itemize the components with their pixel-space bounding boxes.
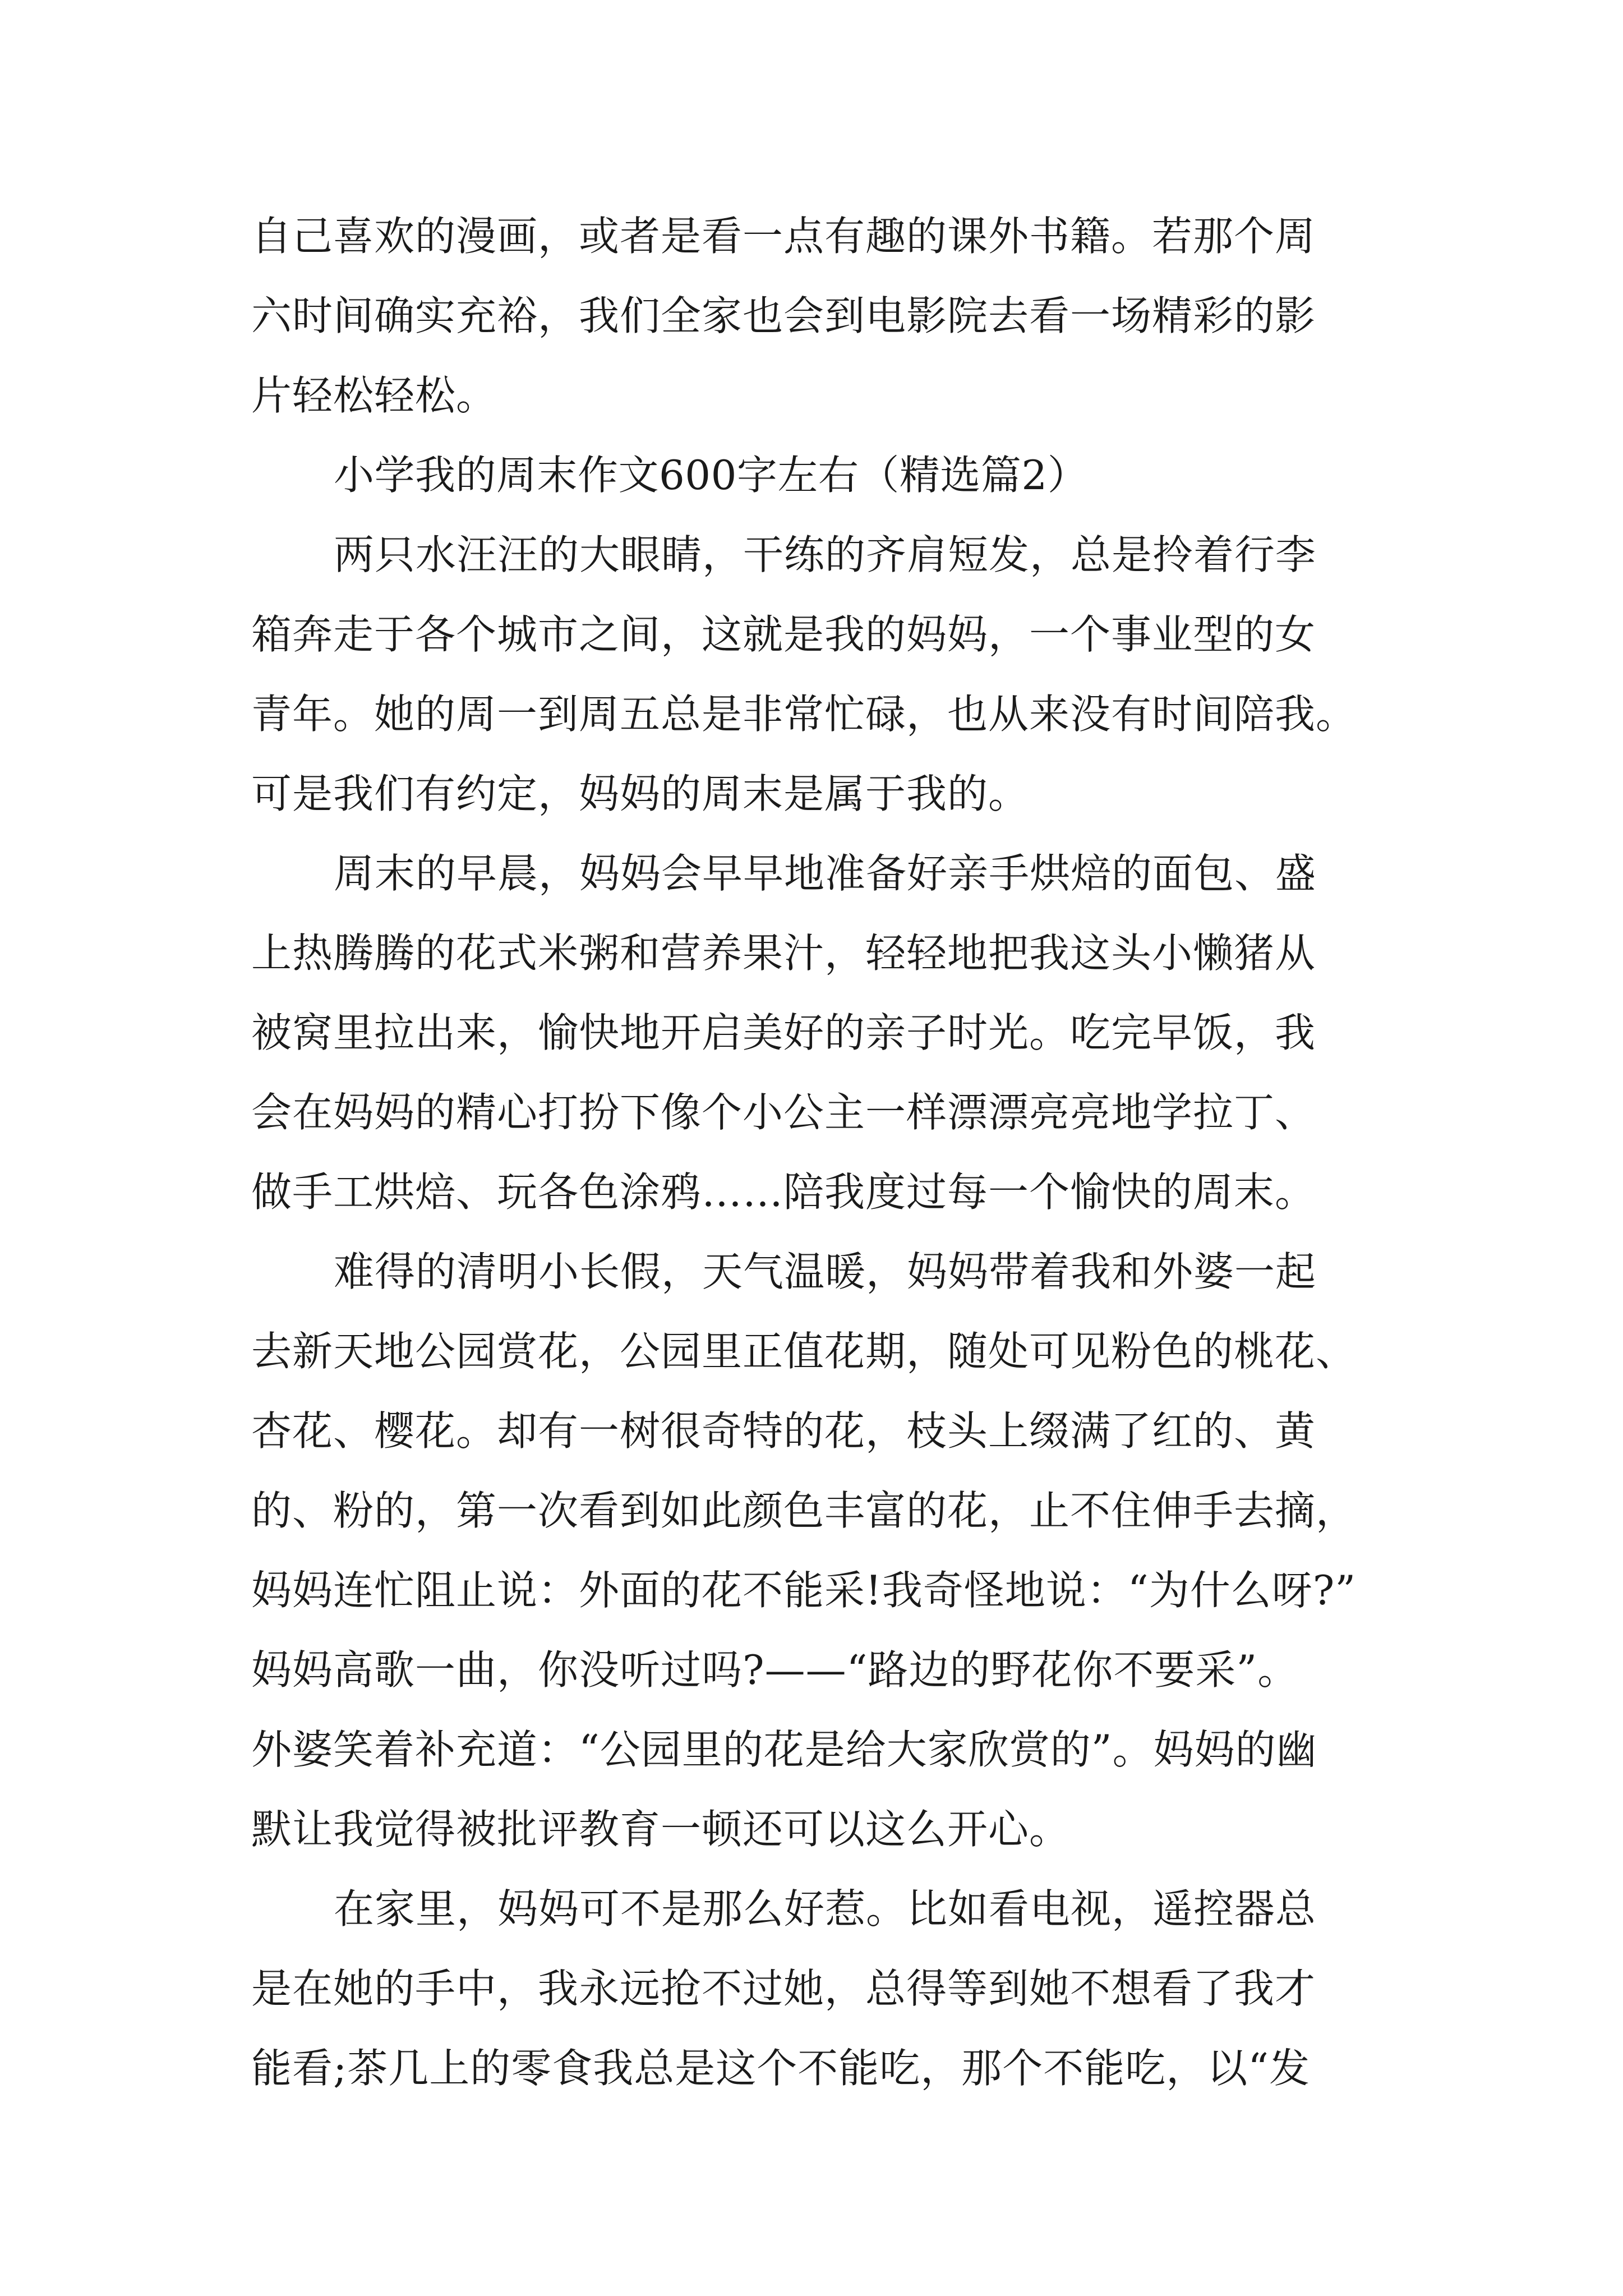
text-line: 被窝里拉出来，愉快地开启美好的亲子时光。吃完早饭，我 — [251, 1009, 1316, 1056]
text-line: 是在她的手中，我永远抢不过她，总得等到她不想看了我才 — [251, 1965, 1316, 2012]
paragraph-first-line: 在家里，妈妈可不是那么好惹。比如看电视，遥控器总 — [334, 1885, 1317, 1932]
paragraph-first-line: 难得的清明小长假，天气温暖，妈妈带着我和外婆一起 — [334, 1248, 1317, 1295]
text-line: 片轻松轻松。 — [251, 372, 497, 419]
text-line: 六时间确实充裕，我们全家也会到电影院去看一场精彩的影 — [251, 292, 1316, 339]
text-line: 会在妈妈的精心打扮下像个小公主一样漂漂亮亮地学拉丁、 — [251, 1089, 1316, 1136]
text-line: 自己喜欢的漫画，或者是看一点有趣的课外书籍。若那个周 — [251, 213, 1316, 260]
paragraph-first-line: 周末的早晨，妈妈会早早地准备好亲手烘焙的面包、盛 — [334, 850, 1317, 897]
text-line: 可是我们有约定，妈妈的周末是属于我的。 — [251, 770, 1030, 817]
text-line: 妈妈连忙阻止说：外面的花不能采!我奇怪地说：“为什么呀?” — [251, 1567, 1357, 1614]
text-line: 妈妈高歌一曲，你没听过吗?——“路边的野花你不要采”。 — [251, 1646, 1299, 1694]
section-heading: 小学我的周末作文600字左右（精选篇2） — [334, 452, 1089, 499]
text-line: 去新天地公园赏花，公园里正值花期，随处可见粉色的桃花、 — [251, 1328, 1357, 1375]
text-line: 做手工烘焙、玩各色涂鸦……陪我度过每一个愉快的周末。 — [251, 1168, 1316, 1216]
text-line: 杏花、樱花。却有一树很奇特的花，枝头上缀满了红的、黄 — [251, 1407, 1316, 1455]
document-body — [251, 196, 1384, 2108]
paragraph-first-line: 两只水汪汪的大眼睛，干练的齐肩短发，总是拎着行李 — [334, 531, 1317, 578]
text-line: 的、粉的，第一次看到如此颜色丰富的花，止不住伸手去摘， — [251, 1487, 1357, 1534]
text-line: 箱奔走于各个城市之间，这就是我的妈妈，一个事业型的女 — [251, 611, 1316, 658]
text-line: 外婆笑着补充道：“公园里的花是给大家欣赏的”。妈妈的幽 — [251, 1726, 1317, 1773]
text-line: 上热腾腾的花式米粥和营养果汁，轻轻地把我这头小懒猪从 — [251, 930, 1316, 977]
text-line: 能看;茶几上的零食我总是这个不能吃，那个不能吃，以“发 — [251, 2045, 1311, 2092]
text-line: 默让我觉得被批评教育一顿还可以这么开心。 — [251, 1806, 1071, 1853]
text-line: 青年。她的周一到周五总是非常忙碌，也从来没有时间陪我。 — [251, 691, 1357, 738]
